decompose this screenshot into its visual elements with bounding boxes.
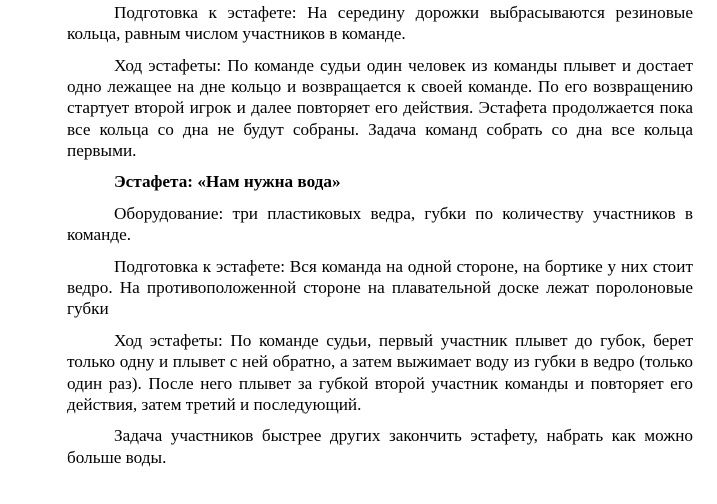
paragraph-equipment: Оборудование: три пластиковых ведра, губки по количеству участников в команде.	[67, 204, 693, 245]
paragraph-relay-procedure-rings: Ход эстафеты: По команде судьи один человек из команды плывет и достает одно лежащее на дне кольцо и возвращается к своей команде. По его возвращению стартует второй игрок и далее повторяет его действия. Эстафета продолжается пока все кольца со дна не будут собраны. Задача команд собрать со дна все кольца первыми.	[67, 55, 693, 160]
paragraph-relay-preparation-rings: Подготовка к эстафете: На середину дорожки выбрасываются резиновые кольца, равным числом участников в команде.	[67, 3, 693, 44]
paragraph-participants-task: Задача участников быстрее других закончить эстафету, набрать как можно больше воды.	[67, 426, 693, 467]
paragraph-relay-preparation-water: Подготовка к эстафете: Вся команда на одной стороне, на бортике у них стоит ведро. На противоположенной стороне на плавательной доске лежат поролоновые губки	[67, 257, 693, 319]
paragraph-relay-procedure-water: Ход эстафеты: По команде судьи, первый участник плывет до губок, берет только одну и плывет с ней обратно, а затем выжимает воду из губки в ведро (только один раз). После него плывет за губкой второй участник команды и повторяет его действия, затем третий и последующий.	[67, 331, 693, 414]
document-page	[67, 2, 693, 468]
section-heading-water-relay: Эстафета: «Нам нужна вода»	[114, 172, 341, 192]
